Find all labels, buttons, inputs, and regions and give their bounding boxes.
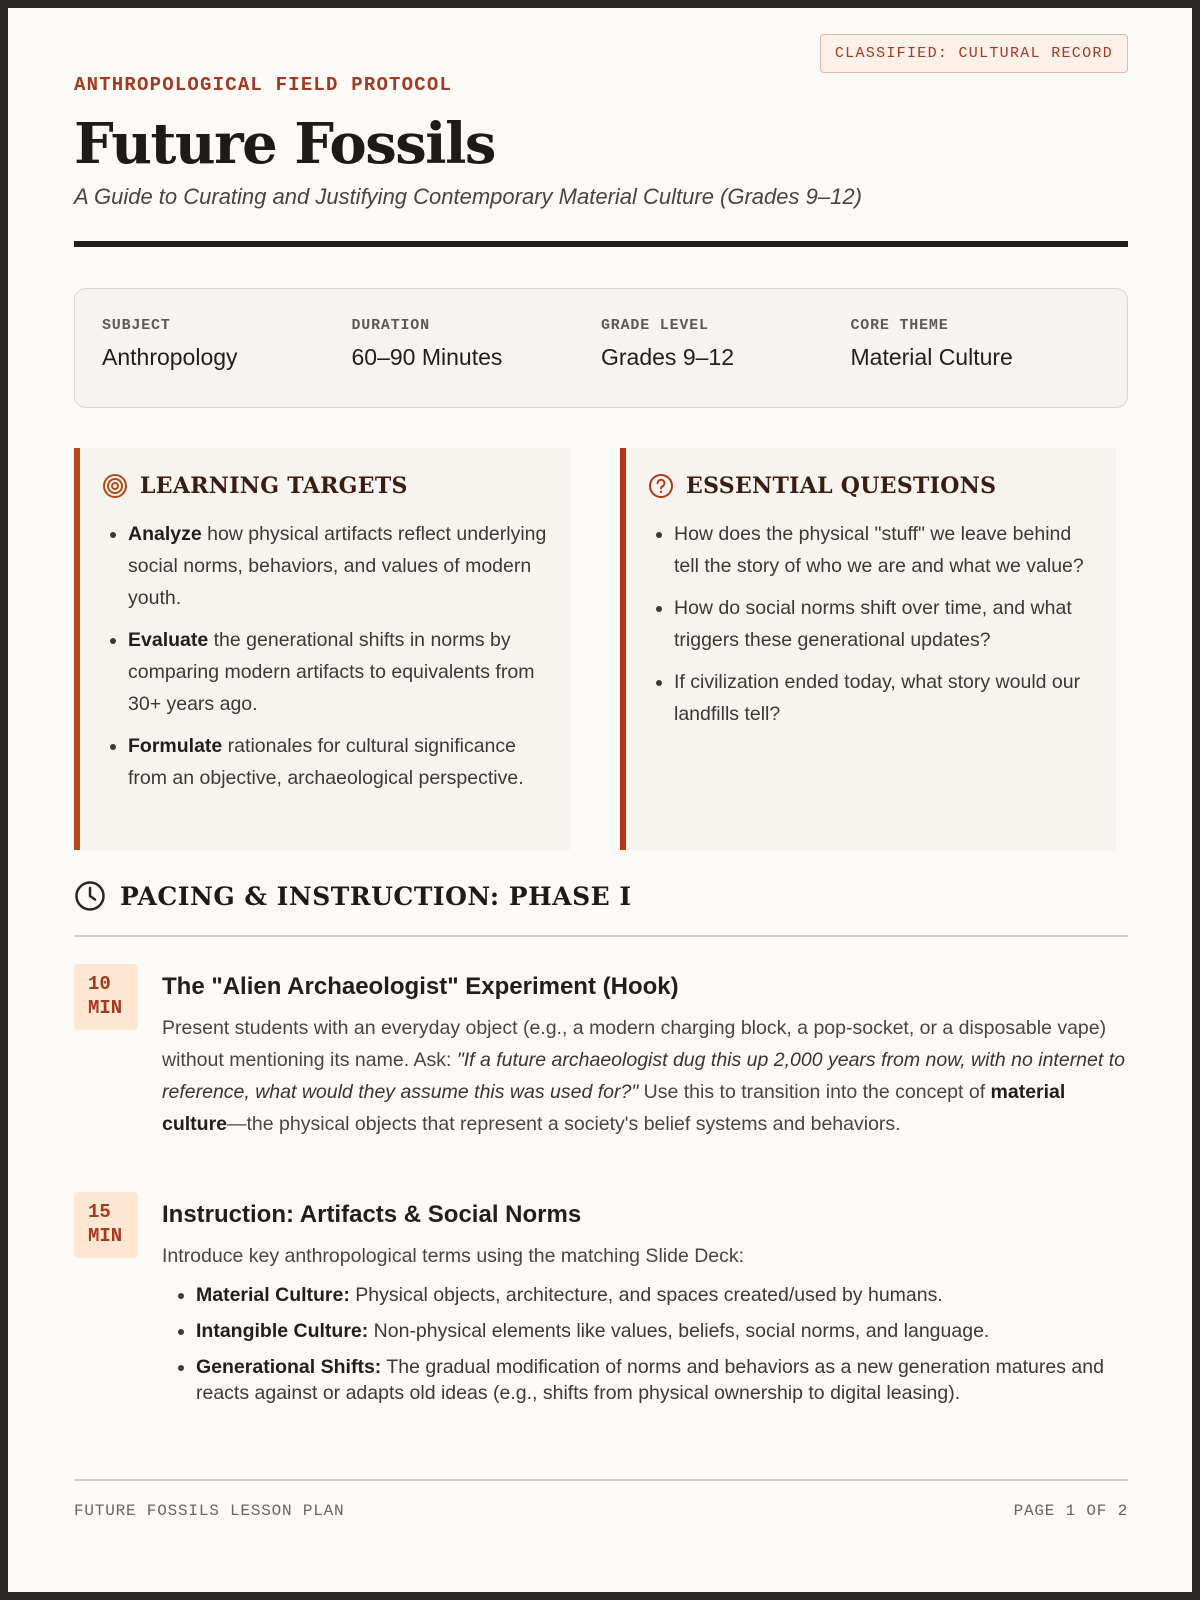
classified-badge: CLASSIFIED: CULTURAL RECORD [820, 34, 1128, 73]
target-verb: Formulate [128, 735, 223, 757]
target-verb: Analyze [128, 523, 202, 545]
target-text: how physical artifacts reflect underlying social norms, behaviors, and values of modern youth. [128, 523, 547, 609]
time-minutes: 15 [88, 1201, 111, 1223]
list-item [196, 1282, 1128, 1308]
term-name: Intangible Culture: [196, 1320, 369, 1342]
time-unit: MIN [88, 997, 123, 1019]
lesson-plan-page [8, 8, 1192, 1592]
step-title: Instruction: Artifacts & Social Norms [162, 1201, 582, 1228]
panel-title: ESSENTIAL QUESTIONS [686, 473, 997, 499]
term-name: Generational Shifts: [196, 1356, 382, 1378]
list-item [128, 730, 548, 794]
pacing-step-instruction [162, 1200, 1128, 1416]
target-text: rationales for cultural significance from an objective, archaeological perspective. [128, 735, 524, 789]
meta-value: Anthropology [102, 344, 238, 370]
step-intro: Introduce key anthropological terms using the matching Slide Deck: [162, 1245, 745, 1267]
body-text: —the physical objects that represent a society's belief systems and behaviors. [227, 1113, 901, 1135]
pacing-section-header [74, 880, 632, 912]
step-title: The "Alien Archaeologist" Experiment (Hook) [162, 973, 679, 1000]
panel-title: LEARNING TARGETS [140, 473, 408, 499]
list-item [196, 1318, 1128, 1344]
term-definition: Non-physical elements like values, beliefs, social norms, and language. [368, 1320, 990, 1342]
meta-grade-level [601, 289, 851, 407]
footer-doc-title: FUTURE FOSSILS LESSON PLAN [74, 1502, 345, 1520]
questions-list [648, 518, 1094, 730]
term-name: Material Culture: [196, 1284, 350, 1306]
meta-label: GRADE LEVEL [601, 317, 709, 334]
list-item [128, 624, 548, 720]
body-text: Present students with an everyday object (e.g., a modern charging block, a pop-socket, or a disposable vape) without mentioning its name. Ask: [162, 1017, 1107, 1071]
panel-header [648, 468, 1094, 504]
term-definition: The gradual modification of norms and behaviors as a new generation matures and reacts against or adapts old ideas (e.g., shifts from physical ownership to digital leasing). [196, 1356, 1104, 1404]
essential-questions-panel [620, 448, 1116, 850]
term-definition: Physical objects, architecture, and spaces created/used by humans. [349, 1284, 943, 1306]
time-unit: MIN [88, 1225, 123, 1247]
body-keyword: material culture [162, 1081, 1066, 1135]
body-text: Use this to transition into the concept of [638, 1081, 991, 1103]
time-tag [74, 1192, 138, 1258]
list-item [128, 518, 548, 614]
kicker-label: ANTHROPOLOGICAL FIELD PROTOCOL [74, 74, 453, 96]
page-title: Future Fossils [74, 111, 495, 177]
target-text: the generational shifts in norms by comparing modern artifacts to equivalents from 30+ years ago. [128, 629, 535, 715]
page-number: PAGE 1 OF 2 [1013, 1502, 1128, 1520]
list-item: • How does the physical "stuff" we leave behind tell the story of who we are and what we value? [674, 518, 1094, 582]
pacing-step-hook [162, 972, 1128, 1140]
header-divider [74, 241, 1128, 247]
section-title: PACING & INSTRUCTION: PHASE I [120, 881, 632, 911]
section-divider [74, 935, 1128, 937]
meta-label: CORE THEME [850, 317, 949, 334]
step-body [162, 1012, 1128, 1140]
meta-value: 60–90 Minutes [351, 344, 503, 370]
meta-value: Grades 9–12 [601, 344, 734, 370]
list-item: • How do social norms shift over time, and what triggers these generational updates? [674, 592, 1094, 656]
panel-header [102, 468, 548, 504]
meta-duration [352, 289, 602, 407]
learning-targets-panel [74, 448, 570, 850]
footer-divider [74, 1479, 1128, 1481]
question-circle-icon [648, 473, 674, 499]
terms-list [162, 1282, 1128, 1406]
list-item: • If civilization ended today, what story would our landfills tell? [674, 666, 1094, 730]
meta-value: Material Culture [850, 344, 1013, 370]
target-verb: Evaluate [128, 629, 209, 651]
target-icon [102, 473, 128, 499]
meta-subject [102, 289, 352, 407]
meta-label: DURATION [351, 317, 430, 334]
time-minutes: 10 [88, 973, 111, 995]
body-quote: "If a future archaeologist dug this up 2,000 years from now, with no internet to reference, what would they assume this was used for?" [162, 1049, 1125, 1103]
page-subtitle: A Guide to Curating and Justifying Contemporary Material Culture (Grades 9–12) [74, 184, 862, 209]
time-tag [74, 964, 138, 1030]
targets-list [102, 518, 548, 794]
meta-core-theme [851, 289, 1101, 407]
meta-label: SUBJECT [102, 317, 171, 334]
list-item [196, 1354, 1128, 1406]
meta-info-card [74, 288, 1128, 408]
clock-icon [74, 880, 106, 912]
